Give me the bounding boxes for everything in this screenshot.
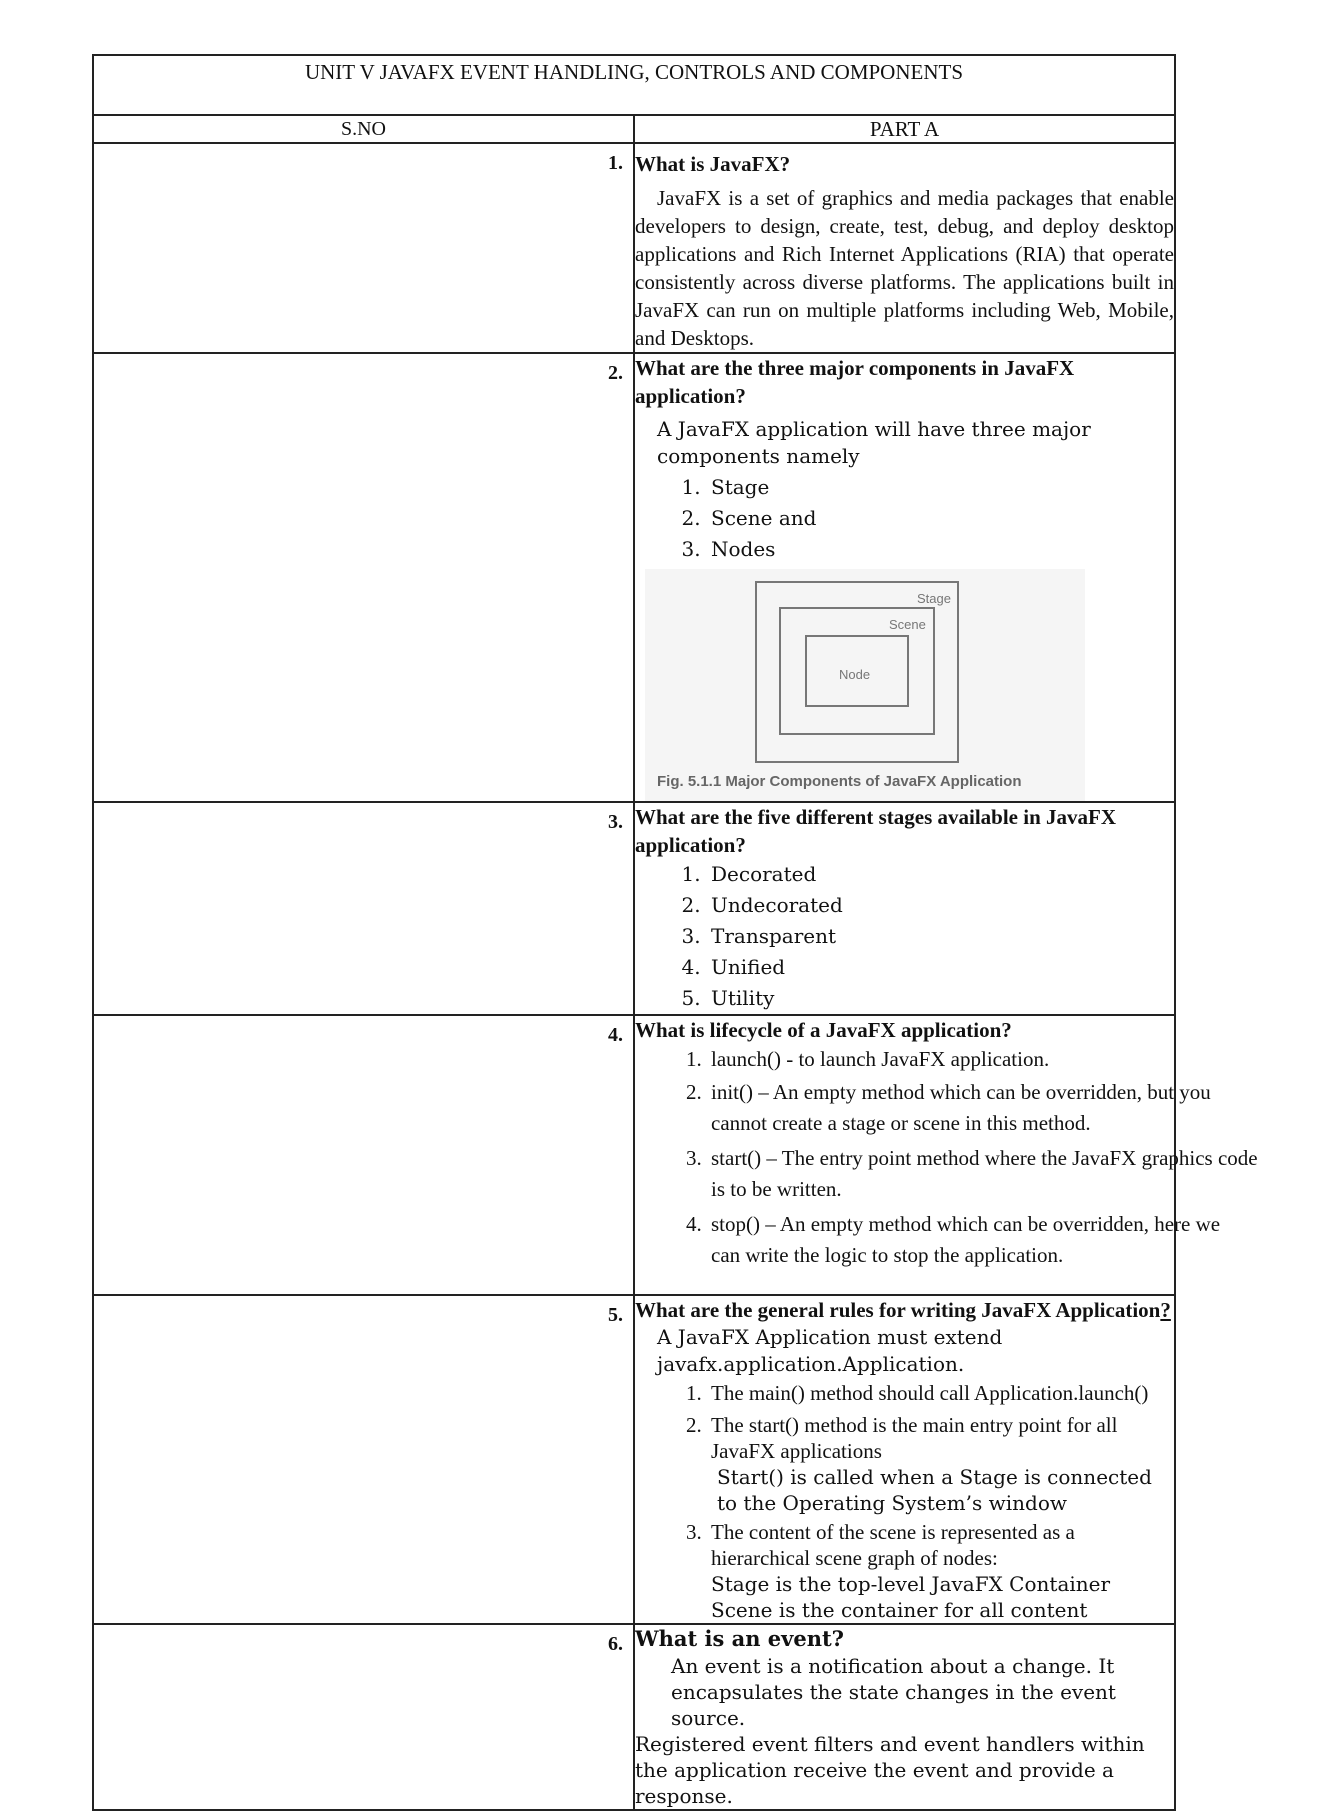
question-number: 4. [93, 1015, 634, 1295]
list-item: 2. The start() method is the main entry point for all JavaFX applications Start() is called when a Stage is connected to the Operating System’s window [707, 1412, 1174, 1516]
node-label: Node [839, 667, 871, 682]
question-cell [634, 1295, 1175, 1624]
question-cell [634, 1624, 1175, 1810]
question-number: 1. [93, 143, 634, 353]
list-item: 4. Unified [707, 952, 1174, 983]
answer-text: An event is a notification about a change. It encapsulates the state changes in the event source. [671, 1654, 1116, 1730]
unit-title: UNIT V JAVAFX EVENT HANDLING, CONTROLS AND COMPONENTS [93, 55, 1175, 115]
question-row-2 [93, 353, 1175, 802]
list-item: 5. Utility [707, 983, 1174, 1014]
stages-list [635, 859, 1174, 1014]
component-list [635, 472, 1174, 565]
list-item: 2. Undecorated [707, 890, 1174, 921]
list-item: 1. The main() method should call Application.launch() [707, 1378, 1174, 1409]
question-number: 2. [93, 353, 634, 802]
rules-list [635, 1378, 1174, 1623]
question-number: 3. [93, 802, 634, 1015]
question-cell [634, 353, 1175, 802]
list-item: 1. launch() - to launch JavaFX application. [707, 1044, 1327, 1075]
sno-header: S.NO [93, 115, 634, 143]
list-item: 2. Scene and [707, 503, 1174, 534]
question-row-1 [93, 143, 1175, 353]
list-item: 1. Decorated [707, 859, 1174, 890]
question-row-4 [93, 1015, 1175, 1295]
list-item: 3. The content of the scene is represented as a hierarchical scene graph of nodes: Stage is the top-level JavaFX Container Scene is the container for all content [707, 1519, 1174, 1623]
list-item: 1. Stage [707, 472, 1174, 503]
question-row-5 [93, 1295, 1175, 1624]
question-text: What is an event? [635, 1626, 844, 1651]
question-text: What are the five different stages available in JavaFX application? [635, 805, 1117, 857]
list-item: 3. start() – The entry point method where the JavaFX graphics code is to be written. [707, 1143, 1327, 1205]
list-item: 2. init() – An empty method which can be overridden, but you cannot create a stage or scene in this method. [707, 1077, 1327, 1139]
stage-label: Stage [917, 591, 951, 606]
list-item: 4. stop() – An empty method which can be overridden, here we can write the logic to stop the application. [707, 1209, 1327, 1271]
question-row-6 [93, 1624, 1175, 1810]
question-text: What is JavaFX? [635, 152, 791, 176]
question-cell [634, 143, 1175, 353]
question-cell [634, 1015, 1258, 1295]
question-table [92, 54, 1258, 1811]
list-item: 3. Transparent [707, 921, 1174, 952]
answer-text: Registered event filters and event handlers within the application receive the event and provide a response. [635, 1732, 1145, 1808]
lifecycle-list [635, 1044, 1327, 1271]
question-number: 6. [93, 1624, 634, 1810]
question-text: What are the three major components in JavaFX application? [635, 356, 1075, 408]
question-number: 5. [93, 1295, 634, 1624]
answer-text: JavaFX is a set of graphics and media packages that enable developers to design, create, test, debug, and deploy desktop applications and Rich Internet Applications (RIA) that operate consistently across diverse platforms. The applications built in JavaFX can run on multiple platforms including Web, Mobile, and Desktops. [635, 186, 1174, 350]
header-row [93, 115, 1175, 143]
question-text: What is lifecycle of a JavaFX application? [635, 1018, 1012, 1042]
question-text: What are the general rules for writing JavaFX Application? [635, 1298, 1171, 1322]
scene-label: Scene [889, 617, 926, 632]
question-row-3 [93, 802, 1175, 1015]
list-item: 3. Nodes [707, 534, 1174, 565]
answer-lead: A JavaFX Application must extend javafx.application.Application. [657, 1325, 1003, 1376]
answer-lead: A JavaFX application will have three major components namely [657, 417, 1091, 468]
figure-caption: Fig. 5.1.1 Major Components of JavaFX Application [657, 773, 1022, 790]
part-header: PART A [634, 115, 1175, 143]
title-row [93, 55, 1175, 115]
question-cell [634, 802, 1175, 1015]
components-figure [645, 569, 1085, 801]
